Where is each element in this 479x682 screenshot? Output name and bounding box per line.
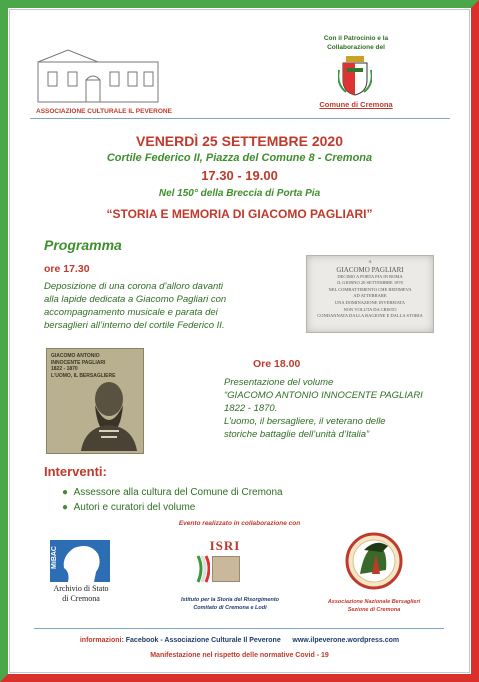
plaque-line: CONDANNATA DALLA RAGIONE E DALLA STORIA bbox=[317, 313, 423, 319]
interventi-item-text: Assessore alla cultura del Comune di Cremona bbox=[73, 487, 283, 498]
plaque-line: A bbox=[368, 259, 372, 264]
plaque-line: NON VOLUTA DA CRISTO bbox=[343, 306, 397, 312]
slot2-line: Presentazione del volume bbox=[224, 377, 334, 388]
patronage-line-1: Con il Patrocinio e la bbox=[323, 35, 389, 42]
slot1-line: bersaglieri all’interno del cortile Federico II. bbox=[44, 320, 225, 331]
book-cover bbox=[46, 348, 144, 454]
isri-line-1: Istituto per la Storia del Risorgimento bbox=[180, 597, 280, 603]
collaboration-intro: Evento realizzato in collaborazione con bbox=[178, 520, 301, 527]
slot1-line: accompagnamento musicale e parata dei bbox=[44, 307, 218, 318]
facebook-link[interactable]: Facebook - Associazione Culturale Il Peverone bbox=[125, 637, 281, 644]
event-date: VENERDÌ 25 SETTEMBRE 2020 bbox=[136, 133, 343, 149]
interventi-heading: Interventi: bbox=[44, 464, 107, 479]
slot2-line: L’uomo, il bersagliere, il veterano delle bbox=[224, 416, 386, 427]
website-link[interactable]: www.ilpeverone.wordpress.com bbox=[292, 637, 400, 644]
portrait-icon bbox=[77, 375, 139, 451]
event-anniversary: Nel 150° della Breccia di Porta Pia bbox=[158, 188, 321, 199]
footer-info bbox=[0, 637, 479, 644]
book-cover-line: INNOCENTE PAGLIARI bbox=[51, 359, 106, 366]
isri-name bbox=[160, 596, 300, 612]
mibac-head-icon bbox=[50, 540, 110, 582]
plaque-line: AD ATTERRARE bbox=[353, 293, 387, 299]
book-cover-line: 1822 - 1870 bbox=[51, 366, 78, 372]
peverone-building-logo bbox=[34, 44, 164, 106]
bersaglieri-line-1: Associazione Nazionale Bersaglieri bbox=[327, 599, 421, 605]
slot2-description bbox=[224, 376, 454, 441]
plaque-line: UNA DOMINAZIONE INVEREIATA bbox=[334, 299, 406, 305]
book-cover-line: L'UOMO, IL BERSAGLIERE bbox=[51, 372, 116, 379]
cremona-coat-of-arms-icon bbox=[338, 56, 372, 96]
patronage-line-2: Collaborazione del bbox=[327, 44, 385, 51]
interventi-list bbox=[62, 485, 283, 515]
event-time: 17.30 - 19.00 bbox=[201, 168, 278, 183]
programma-heading: Programma bbox=[44, 237, 122, 253]
isri-logo bbox=[196, 538, 254, 584]
plaque-line: NEL COMBATTIMENTO CHE REDIMEVA bbox=[328, 286, 412, 292]
plaque-line: GIACOMO PAGLIARI bbox=[336, 265, 404, 274]
bersaglieri-emblem-icon bbox=[342, 530, 406, 592]
bersaglieri-name bbox=[318, 598, 430, 614]
association-name: ASSOCIAZIONE CULTURALE IL PEVERONE bbox=[36, 108, 172, 115]
isri-line-2: Comitato di Cremona e Lodi bbox=[193, 605, 267, 611]
isri-label: ISRI bbox=[209, 538, 241, 553]
isri-image bbox=[212, 556, 240, 582]
interventi-item-text: Autori e curatori del volume bbox=[73, 502, 196, 513]
mibac-logo bbox=[50, 540, 110, 582]
archivio-name bbox=[40, 584, 122, 604]
slot1-line: Deposizione di una corona d’alloro davanti bbox=[44, 281, 224, 292]
slot2-time: Ore 18.00 bbox=[253, 358, 301, 370]
slot1-description bbox=[44, 280, 284, 332]
archivio-line-2: di Cremona bbox=[62, 594, 100, 603]
slot1-time: ore 17.30 bbox=[44, 263, 90, 275]
info-label: informazioni: bbox=[79, 637, 124, 644]
book-cover-line: GIACOMO ANTONIO bbox=[51, 353, 100, 359]
mibac-label: MiBAC bbox=[51, 546, 58, 569]
comune-name: Comune di Cremona bbox=[319, 100, 393, 109]
header-divider bbox=[30, 118, 450, 119]
bersaglieri-line-2: Sezione di Cremona bbox=[347, 607, 401, 613]
plaque-line: IL GIORNO 20 SETTEMBRE 1870 bbox=[337, 280, 403, 286]
plaque-photo bbox=[306, 255, 434, 333]
event-place: Cortile Federico II, Piazza del Comune 8 - Cremona bbox=[106, 152, 373, 164]
slot1-line: alla lapide dedicata a Giacomo Pagliari con bbox=[44, 294, 227, 305]
slot2-line: storiche battaglie dell’unità d’Italia” bbox=[224, 429, 370, 440]
italian-flag-icon bbox=[196, 554, 210, 584]
archivio-line-1: Archivio di Stato bbox=[53, 584, 109, 593]
slot2-line: “GIACOMO ANTONIO INNOCENTE PAGLIARI bbox=[224, 390, 423, 401]
footer-divider bbox=[34, 628, 444, 629]
plaque-line: DECIMO A PORTA PIA IN ROMA bbox=[337, 273, 403, 279]
covid-notice: Manifestazione nel rispetto delle normative Covid - 19 bbox=[150, 652, 329, 659]
patronage-text bbox=[296, 34, 416, 52]
interventi-item: ● Autori e curatori del volume bbox=[62, 502, 196, 513]
interventi-item: ● Assessore alla cultura del Comune di Cremona bbox=[62, 487, 283, 498]
slot2-line: 1822 - 1870. bbox=[224, 403, 278, 414]
event-title: “STORIA E MEMORIA DI GIACOMO PAGLIARI” bbox=[106, 207, 373, 221]
